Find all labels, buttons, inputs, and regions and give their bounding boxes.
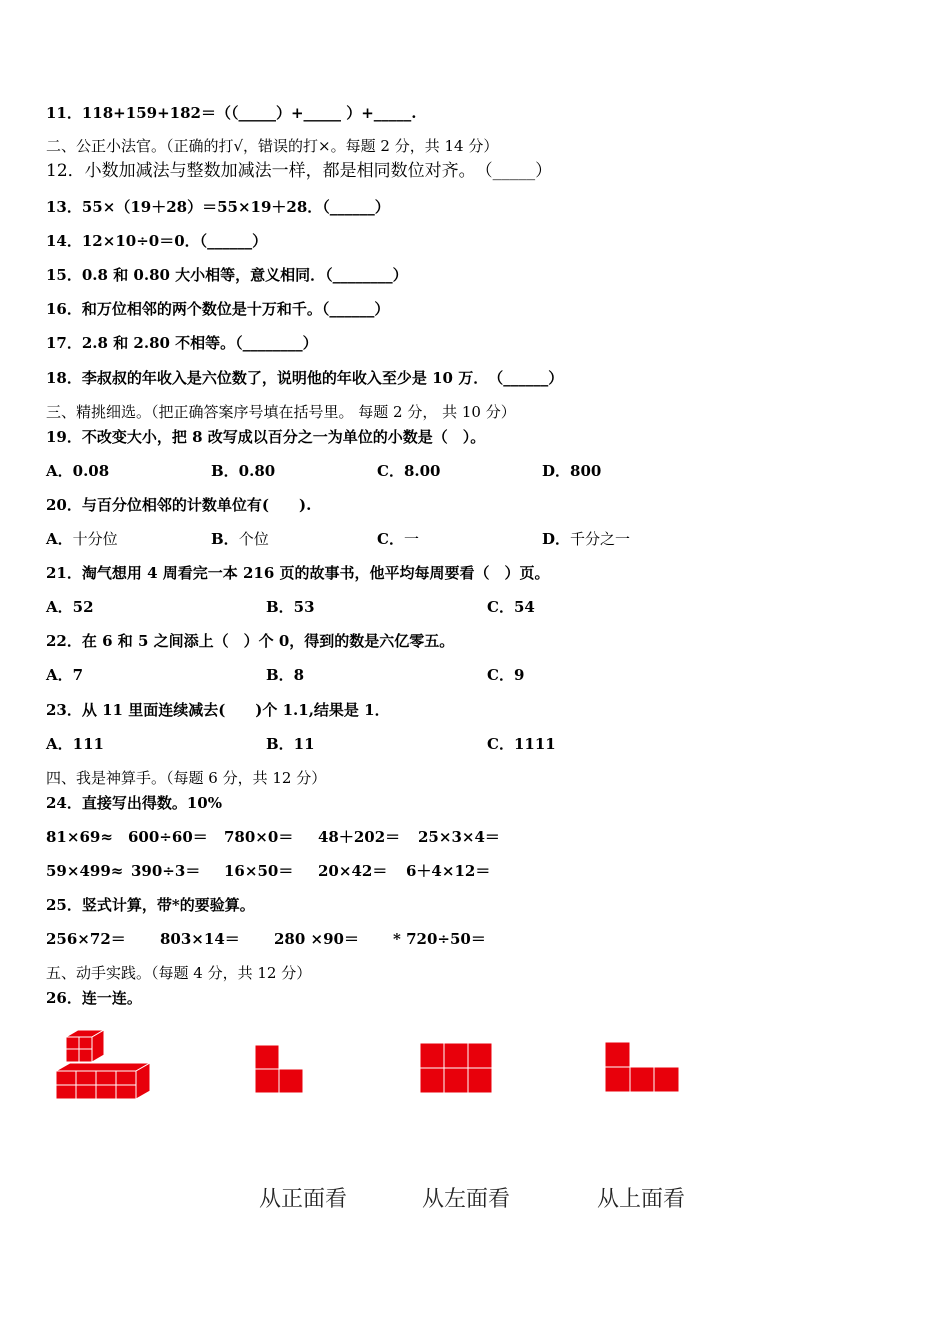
section-3-title: 三、精挑细选。（把正确答案序号填在括号里。 每题 2 分， 共 10 分） (46, 403, 516, 421)
calc-item: 780×0＝ (224, 828, 294, 846)
calc-item: 803×14＝ (160, 930, 240, 948)
calc-item: 600÷60＝ (128, 828, 208, 846)
view-label-top[interactable]: 从上面看 (597, 1187, 686, 1212)
calc-item: 16×50＝ (224, 862, 294, 880)
question-12: 12．小数加减法与整数加减法一样，都是相同数位对齐。 （_____） (46, 161, 553, 181)
q21-option-b[interactable]: B．53 (266, 598, 315, 616)
block-3d-figure[interactable] (50, 1025, 155, 1107)
section-2-title: 二、公正小法官。（正确的打√，错误的打×。每题 2 分，共 14 分） (46, 137, 499, 155)
view-shape-rectangle[interactable] (419, 1042, 494, 1094)
q19-option-d[interactable]: D．800 (542, 462, 602, 480)
section-5-title: 五、动手实践。（每题 4 分，共 12 分） (46, 964, 312, 982)
q23-option-c[interactable]: C．1111 (487, 735, 556, 753)
view-label-left[interactable]: 从左面看 (422, 1187, 511, 1212)
question-26: 26．连一连。 (46, 989, 142, 1007)
question-13: 13．55×（19＋28）＝55×19＋28．（______） (46, 198, 390, 216)
calc-item: 48＋202＝ (318, 828, 401, 846)
calc-item: 390÷3＝ (131, 862, 201, 880)
q20-option-b[interactable]: B．个位 (211, 530, 269, 548)
q22-option-c[interactable]: C．9 (487, 666, 525, 684)
calc-item: 280 ×90＝ (274, 930, 359, 948)
calc-item: 25×3×4＝ (418, 828, 500, 846)
question-17: 17．2.8 和 2.80 不相等。（________） (46, 334, 318, 352)
question-14: 14．12×10÷0＝0．（______） (46, 232, 268, 250)
question-25: 25．竖式计算，带*的要验算。 (46, 896, 255, 914)
calc-item: 6＋4×12＝ (406, 862, 491, 880)
question-16: 16．和万位相邻的两个数位是十万和千。（______） (46, 300, 390, 318)
q22-option-b[interactable]: B．8 (266, 666, 305, 684)
calc-item: 256×72＝ (46, 930, 126, 948)
question-21: 21．淘气想用 4 周看完一本 216 页的故事书，他平均每周要看（ ）页。 (46, 564, 550, 582)
q22-option-a[interactable]: A．7 (46, 666, 84, 684)
view-shape-l-long[interactable] (604, 1041, 680, 1093)
q20-option-d[interactable]: D．千分之一 (542, 530, 631, 548)
section-4-title: 四、我是神算手。（每题 6 分，共 12 分） (46, 769, 327, 787)
question-11: 11．118+159+182＝（（_____）+_____ ）+_____. (46, 104, 417, 122)
calc-item: 20×42＝ (318, 862, 388, 880)
question-23: 23．从 11 里面连续减去( )个 1.1,结果是 1． (46, 701, 390, 719)
question-22: 22．在 6 和 5 之间添上（ ）个 0，得到的数是六亿零五。 (46, 632, 455, 650)
q21-option-a[interactable]: A．52 (46, 598, 94, 616)
q19-option-c[interactable]: C．8.00 (377, 462, 441, 480)
q19-option-b[interactable]: B．0.80 (211, 462, 276, 480)
question-20: 20．与百分位相邻的计数单位有( ). (46, 496, 312, 514)
calc-item: 59×499≈ (46, 862, 124, 880)
q19-option-a[interactable]: A．0.08 (46, 462, 110, 480)
q21-option-c[interactable]: C．54 (487, 598, 535, 616)
question-24: 24．直接写出得数。10% (46, 794, 223, 812)
q20-option-a[interactable]: A．十分位 (46, 530, 118, 548)
q20-option-c[interactable]: C．一 (377, 530, 419, 548)
q23-option-a[interactable]: A．111 (46, 735, 104, 753)
calc-item: 81×69≈ (46, 828, 113, 846)
calc-item: * 720÷50＝ (393, 930, 486, 948)
question-15: 15．0.8 和 0.80 大小相等，意义相同．（________） (46, 266, 408, 284)
question-18: 18．李叔叔的年收入是六位数了，说明他的年收入至少是 10 万． （______） (46, 369, 564, 387)
question-19: 19．不改变大小，把 8 改写成以百分之一为单位的小数是（ ）。 (46, 428, 486, 446)
view-shape-l-small[interactable] (254, 1044, 304, 1094)
q23-option-b[interactable]: B．11 (266, 735, 315, 753)
view-label-front[interactable]: 从正面看 (259, 1187, 348, 1212)
